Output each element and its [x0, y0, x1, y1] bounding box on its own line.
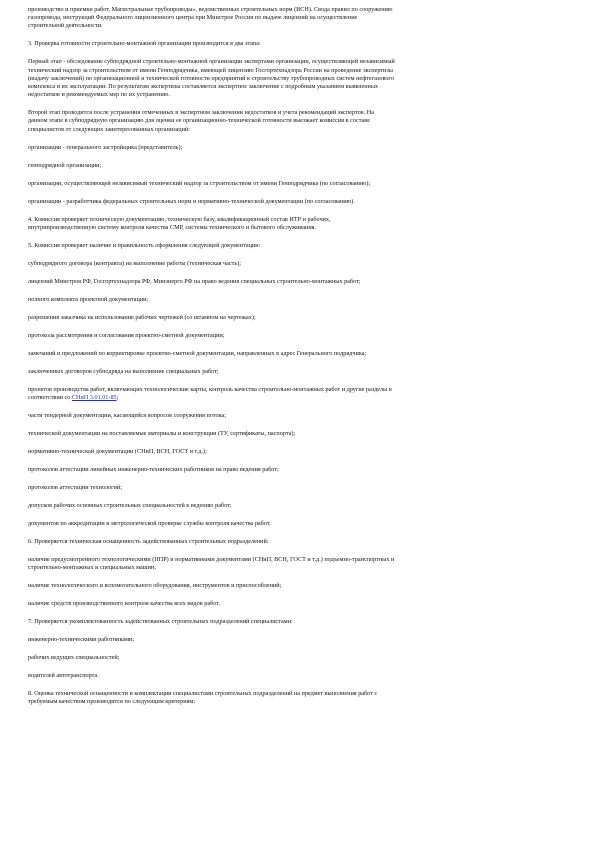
paragraph-30: 7. Проверяется укомплектованность задействованных строительных подразделений специалистами:: [28, 618, 293, 626]
paragraph-7: организации, осуществляющей независимый технический надзор за строительством от имени Генподрядчика (по согласованию);: [28, 179, 371, 187]
paragraph-14: разрешения заказчика на использование рабочих чертежей (со штампом на чертежах);: [28, 313, 256, 321]
paragraph-34: 8. Оценка технической оснащенности и комплектации специалистами строительных подразделений на предмет выполнения работ с требуемым качеством производится по следующим критериям:: [28, 690, 378, 706]
paragraph-16: замечаний и предложений по корректировке проектно-сметной документации, направленных в адрес Генерального подрядчика;: [28, 349, 367, 357]
paragraph-18: [28, 386, 561, 402]
paragraph-21: нормативно-технической документации (СНиП, ВСН, ГОСТ и т.д.);: [28, 448, 207, 456]
paragraph-13: полного комплекта проектной документации;: [28, 295, 149, 303]
paragraph-19: части тендерной документации, касающейся вопросов сооружения потока;: [28, 412, 226, 420]
paragraph-10: 5. Комиссия проверяет наличие и правильность оформления следующей документации:: [28, 241, 261, 249]
paragraph-6: генподрядной организации;: [28, 161, 102, 169]
paragraph-22: протоколов аттестации линейных инженерно-технических работников на право ведения работ;: [28, 466, 279, 474]
paragraph-18-end: ;: [116, 394, 119, 402]
paragraph-32: рабочих ведущих специальностей;: [28, 654, 120, 662]
paragraph-26: 6. Проверяется техническая оснащенность задействованных строительных подразделений:: [28, 538, 269, 546]
paragraph-17: заключенных договоров субподряда на выполнение специальных работ;: [28, 367, 219, 375]
paragraph-20: технической документации на поставляемые материалы и конструкции (ТУ, сертификаты, паспорта);: [28, 430, 296, 438]
paragraph-31: инженерно-техническими работниками;: [28, 636, 135, 644]
paragraph-2: 3. Проверка готовности строительно-монтажной организации производится в два этапа:: [28, 40, 261, 48]
paragraph-18-text: проектов производства работ, включающих технологические карты, контроль качества строительно-монтажных работ и другие разделы в соответствии со: [28, 385, 392, 402]
paragraph-3: Первый этап - обследование субподрядной строительно-монтажной организации экспертами организации, осуществляющей независимый технический надзор за строительством от имени Генподрядчика, имеющей лицензию Госгортехнадзора России на проведение экспертизы (выдачу заключений) по организационной и технической готовности предприятий к строительству трубопроводных систем нефтегазового комплекса и их эксплуатации. По результатам экспертизы составляется экспертное заключение с подробным указанием выявленных недостатков и рекомендуемых мер по их устранению.: [28, 58, 395, 99]
paragraph-1: производство и приемки работ, Магистральные трубопроводы», ведомственных строительных норм (ВСН). Свода правил по сооружению газопровода, инструкций Федерального лицензионного центра при Минстрое России по выдаче лицензий на осуществление строительной деятельности.: [28, 6, 393, 30]
paragraph-24: допусков рабочих основных строительных специальностей к ведению работ;: [28, 502, 232, 510]
paragraph-15: протокола рассмотрения и согласования проектно-сметной документации;: [28, 331, 225, 339]
paragraph-5: организации - генерального застройщика (представитель);: [28, 143, 183, 151]
paragraph-4: Второй этап проводится после устранения отмеченных в экспертном заключении недостатков и учета рекомендаций экспертов. На данном этапе в субподрядную организацию для оценки ее организационно-технической готовности выезжает комиссия в составе специалистов от следующих заинтересованных организаций:: [28, 109, 374, 133]
paragraph-9: 4. Комиссия проверяет техническую документацию, техническую базу, квалификационный состав ИТР и рабочих, внутрипроизводственную систему контроля качества СМР, системы технического и бытового обслуживания.: [28, 215, 331, 231]
paragraph-29: наличие средств производственного контроля качества всех видов работ.: [28, 600, 221, 608]
snip-link[interactable]: СНиП 3.01.01-85: [71, 394, 117, 402]
paragraph-25: документов по аккредитации и метрологической проверке службы контроля качества работ.: [28, 520, 271, 528]
paragraph-23: протоколов аттестации технологий;: [28, 484, 122, 492]
paragraph-12: лицензий Минстроя РФ, Госгортехнадзора РФ, Минэнерго РФ на право ведения специальных строительно-монтажных работ;: [28, 277, 361, 285]
paragraph-8: организации - разработчика федеральных строительных норм и нормативно-технической документации (по согласованию).: [28, 197, 355, 205]
paragraph-33: водителей автотранспорта.: [28, 672, 99, 680]
paragraph-11: субподрядного договора (контракта) на выполнение работы (техническая часть);: [28, 259, 241, 267]
paragraph-27: наличие предусмотренного технологическими (ППР) и нормативными документами (СНиП, ВСН, ГОСТ и т.д.) подъемно-транспортных и строительно-монтажных и специальных машин;: [28, 556, 395, 572]
paragraph-28: наличие технологического и вспомогательного оборудования, инструментов и приспособлений;: [28, 582, 282, 590]
